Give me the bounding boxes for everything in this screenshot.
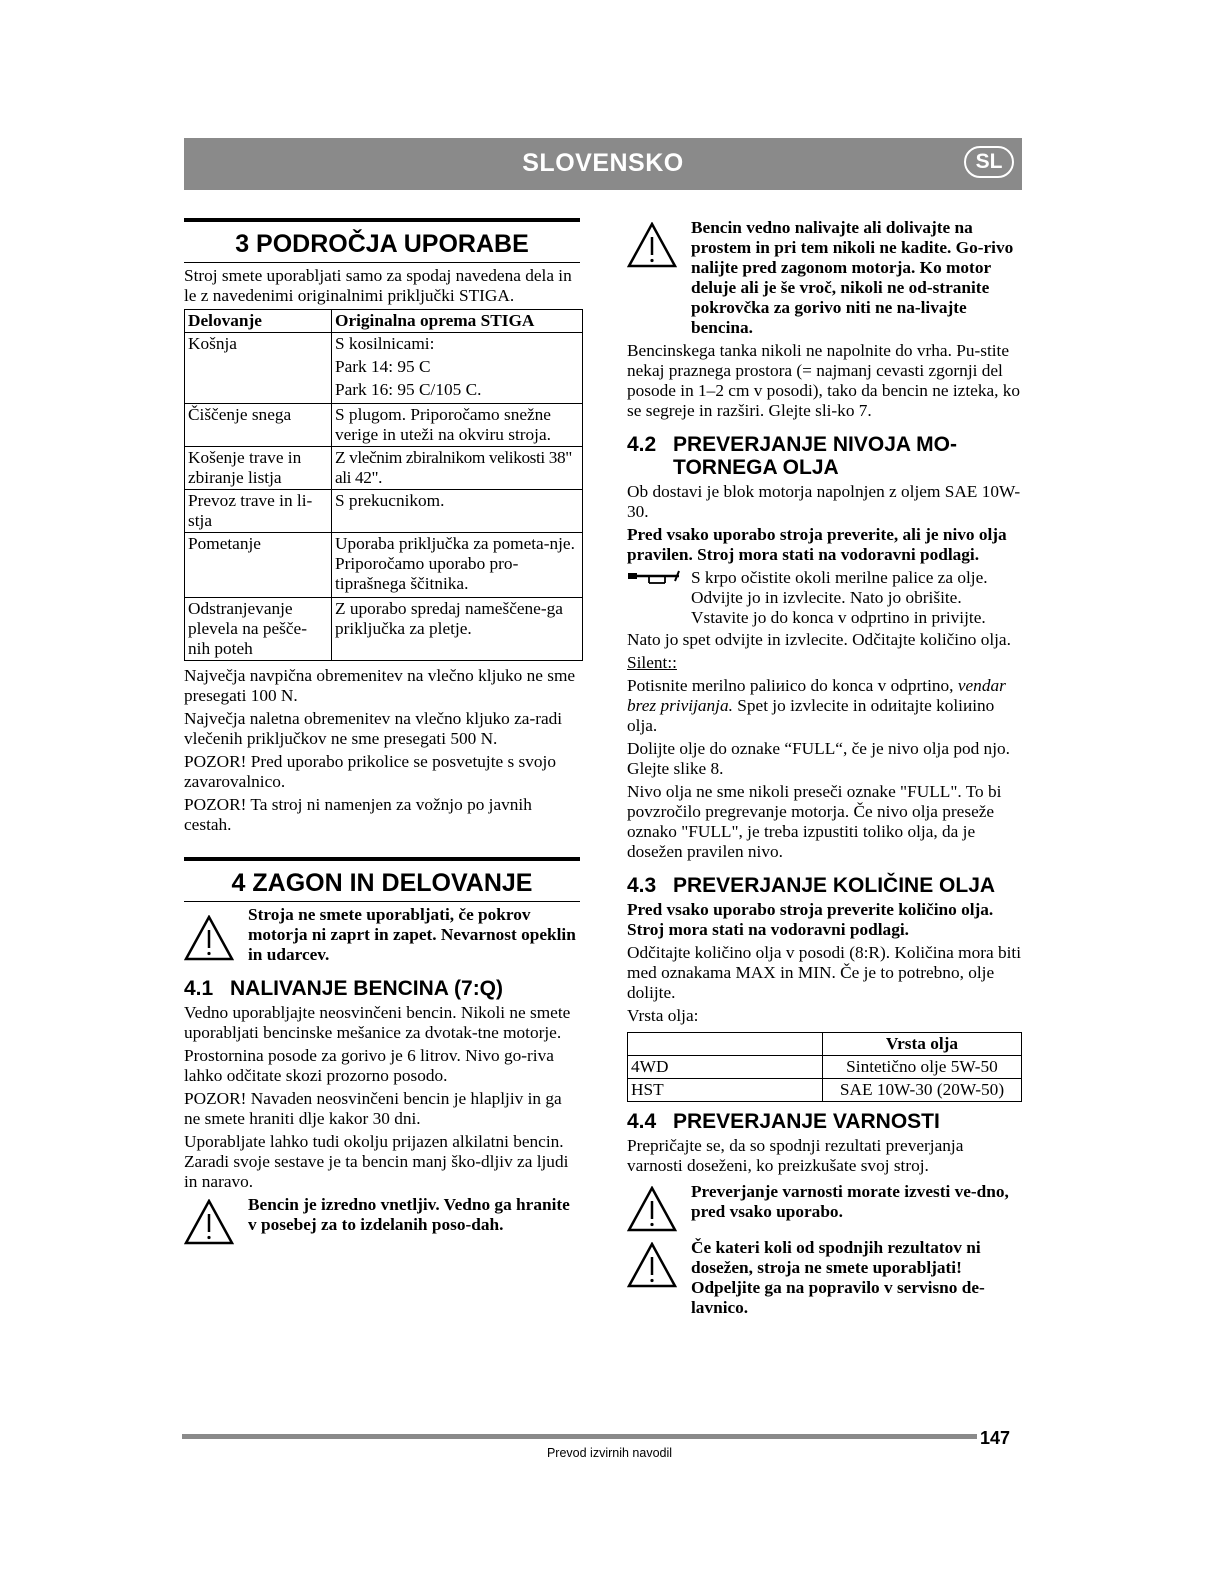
warning-flammable [184, 1195, 580, 1245]
section-title: PREVERJANJE VARNOSTI [673, 1110, 940, 1133]
warning-text: Stroja ne smete uporabljati, če pokrov motorja ni zaprt in zapet. Nevarnost opeklin in udarcev. [248, 905, 576, 964]
paragraph: Odčitajte količino olja v posodi (8:R). Količina mora biti med oznakama MAX in MIN. Če je to potrebno, olje dolijte. [627, 943, 1022, 1002]
silent-paragraph [627, 676, 1023, 736]
language-badge: SL [964, 146, 1014, 178]
paragraph: S krpo očistite okoli merilne palice za olje. Odvijte jo in izvlecite. Nato jo obrišite. Vstavite jo do konca v odprtino in privijte. [691, 568, 988, 627]
table-row [185, 333, 583, 404]
left-column [184, 218, 580, 1245]
section-4-2-heading [627, 433, 1023, 479]
usage-cell: Košenje trave in zbiranje listja [185, 447, 332, 490]
silent-text-1: Potisnite merilno paliиico do konca v odprtino, [627, 676, 954, 695]
chapter-4-heading: 4 ZAGON IN DELOVANJE [184, 857, 580, 902]
paragraph: Največja navpična obremenitev na vlečno kljuko ne sme presegati 100 N. [184, 666, 576, 705]
page-number: 147 [980, 1428, 1011, 1448]
paragraph: Prepričajte se, da so spodnji rezultati preverjanja varnosti doseženi, ko preizkušate svoj stroj. [627, 1136, 964, 1175]
usage-table-header-2: Originalna oprema STIGA [332, 310, 583, 333]
model-cell: HST [628, 1079, 823, 1102]
silent-label [627, 653, 1023, 673]
warning-triangle-icon [627, 222, 677, 268]
table-row [185, 447, 583, 490]
warning-hood [184, 905, 580, 965]
section-number: 4.3 [627, 874, 657, 897]
paragraph: POZOR! Navaden neosvinčeni bencin je hlapljiv in ga ne smete hraniti dlje kakor 30 dni. [184, 1089, 562, 1128]
usage-cell: Prevoz trave in li-stja [185, 490, 332, 533]
table-row [185, 404, 583, 447]
usage-cell: Čiščenje snega [185, 404, 332, 447]
table-row [628, 1079, 1022, 1102]
equipment-line: S kosilnicami: [335, 334, 435, 353]
chapter-3-intro: Stroj smete uporabljati samo za spodaj navedena dela in le z navedenimi originalnimi priključki STIGA. [184, 266, 572, 305]
footer-rule [182, 1434, 977, 1439]
warning-refuel [627, 218, 1023, 338]
paragraph: Nato jo spet odvijte in izvlecite. Odčitajte količino olja. [627, 630, 1011, 649]
paragraph: Dolijte olje do oznake “FULL“, če je nivo olja pod njo. Glejte slike 8. [627, 739, 1010, 778]
usage-table-header-1: Delovanje [185, 310, 332, 333]
oil-cell: Sintetično olje 5W-50 [823, 1056, 1022, 1079]
dipstick-instruction [627, 568, 1023, 628]
warning-safety-check [627, 1182, 1023, 1232]
table-row [185, 533, 583, 598]
dipstick-icon [627, 569, 683, 589]
oil-type-table [627, 1032, 1022, 1102]
section-4-3-heading [627, 874, 1023, 897]
usage-cell: Košnja [185, 333, 332, 404]
warning-text: Bencin vedno nalivajte ali dolivajte na prostem in pri tem nikoli ne kadite. Go-rivo nalijte pred zagonom motorja. Ko motor deluje ali je še vroč, nikoli ne od-stranite pokrovčka za gorivo niti ne na-livajte bencina. [691, 218, 1014, 337]
section-number: 4.1 [184, 977, 214, 1000]
bold-paragraph: Pred vsako uporabo stroja preverite količino olja. Stroj mora stati na vodoravni podlagi. [627, 900, 994, 939]
warning-text: Če kateri koli od spodnjih rezultatov ni dosežen, stroja ne smete uporabljati! Odpeljite ga na popravilo v servisno de-lavnico. [691, 1238, 985, 1317]
bold-paragraph: Pred vsako uporabo stroja preverite, ali je nivo olja pravilen. Stroj mora stati na vodoravni podlagi. [627, 525, 1007, 564]
paragraph: Vrsta olja: [627, 1006, 699, 1025]
equipment-cell: Uporaba priključka za pometa-nje. Priporočamo uporabo pro-tiprašnega ščitnika. [332, 533, 583, 598]
warning-text: Bencin je izredno vnetljiv. Vedno ga hranite v posebej za to izdelanih poso-dah. [248, 1195, 570, 1234]
equipment-cell: Z uporabo spredaj nameščene-ga priključka za pletje. [332, 598, 583, 661]
usage-table [184, 309, 583, 661]
right-column [627, 218, 1023, 1318]
banner-title: SLOVENSKO [522, 149, 684, 177]
section-4-4-heading [627, 1110, 1023, 1133]
paragraph: POZOR! Ta stroj ni namenjen za vožnjo po javnih cestah. [184, 795, 532, 834]
oil-table-empty-header [628, 1033, 823, 1056]
paragraph: Prostornina posode za gorivo je 6 litrov. Nivo go-riva lahko odčitate skozi prozorno posodo. [184, 1046, 554, 1085]
paragraph: Uporabljate lahko tudi okolju prijazen alkilatni bencin. Zaradi svoje sestave je ta bencin manj ško-dljiv za ljudi in naravo. [184, 1132, 569, 1191]
paragraph: Nivo olja ne sme nikoli preseči oznake "FULL". To bi povzročilo pregrevanje motorja. Če nivo olja preseže oznako "FULL", je treba izpustiti toliko olja, da je dosežen pravilen nivo. [627, 782, 1002, 861]
silent-label-text: Silent:: [627, 653, 677, 672]
section-title: PREVERJANJE KOLIČINE OLJA [673, 874, 996, 897]
equipment-cell: S plugom. Priporočamo snežne verige in uteži na okviru stroja. [332, 404, 583, 447]
warning-triangle-icon [184, 915, 234, 961]
warning-text: Preverjanje varnosti morate izvesti ve-dno, pred vsako uporabo. [691, 1182, 1009, 1221]
warning-triangle-icon [627, 1242, 677, 1288]
section-4-1-heading [184, 977, 580, 1000]
section-number: 4.4 [627, 1110, 657, 1133]
equipment-cell: S prekucnikom. [332, 490, 583, 533]
usage-cell: Odstranjevanje plevela na pešče-nih poteh [185, 598, 332, 661]
warning-triangle-icon [184, 1199, 234, 1245]
model-cell: 4WD [628, 1056, 823, 1079]
oil-cell: SAE 10W-30 (20W-50) [823, 1079, 1022, 1102]
language-banner [184, 138, 1022, 190]
section-title: PREVERJANJE NIVOJA MO-TORNEGA OLJA [673, 433, 957, 479]
usage-cell: Pometanje [185, 533, 332, 598]
warning-safety-fail [627, 1238, 1023, 1318]
equipment-line: Park 16: 95 C/105 C. [335, 380, 482, 399]
footer-text: Prevod izvirnih navodil [546, 1446, 673, 1460]
table-row [185, 598, 583, 661]
table-row [628, 1056, 1022, 1079]
section-title: NALIVANJE BENCINA (7:Q) [230, 977, 504, 1000]
silent-italic: vendar brez privijanja. [627, 676, 1006, 715]
chapter-3-heading: 3 PODROČJA UPORABE [184, 218, 580, 263]
paragraph: Ob dostavi je blok motorja napolnjen z oljem SAE 10W-30. [627, 482, 1021, 521]
equipment-cell [332, 333, 583, 404]
paragraph: Bencinskega tanka nikoli ne napolnite do vrha. Pu-stite nekaj praznega prostora (= najmanj cevasti zgornji del posode in 1–2 cm v posodi), tako da bencin ne izteka, ko se segreje in razširi. Glejte sli-ko 7. [627, 341, 1021, 420]
table-row [185, 490, 583, 533]
paragraph: Največja naletna obremenitev na vlečno kljuko za-radi vlečenih priključkov ne sme presegati 500 N. [184, 709, 563, 748]
silent-text-2: Spet jo izvlecite in odиitajte koliиino olja. [627, 696, 995, 735]
equipment-cell: Z vlečnim zbiralnikom velikosti 38" ali 42". [332, 447, 583, 490]
section-number: 4.2 [627, 433, 657, 456]
paragraph: POZOR! Pred uporabo prikolice se posvetujte s svojo zavarovalnico. [184, 752, 556, 791]
paragraph: Vedno uporabljajte neosvinčeni bencin. Nikoli ne smete uporabljati bencinske mešanice za dvotak-tne motorje. [184, 1003, 571, 1042]
equipment-line: Park 14: 95 C [335, 357, 431, 376]
oil-table-header: Vrsta olja [823, 1033, 1022, 1056]
warning-triangle-icon [627, 1186, 677, 1232]
